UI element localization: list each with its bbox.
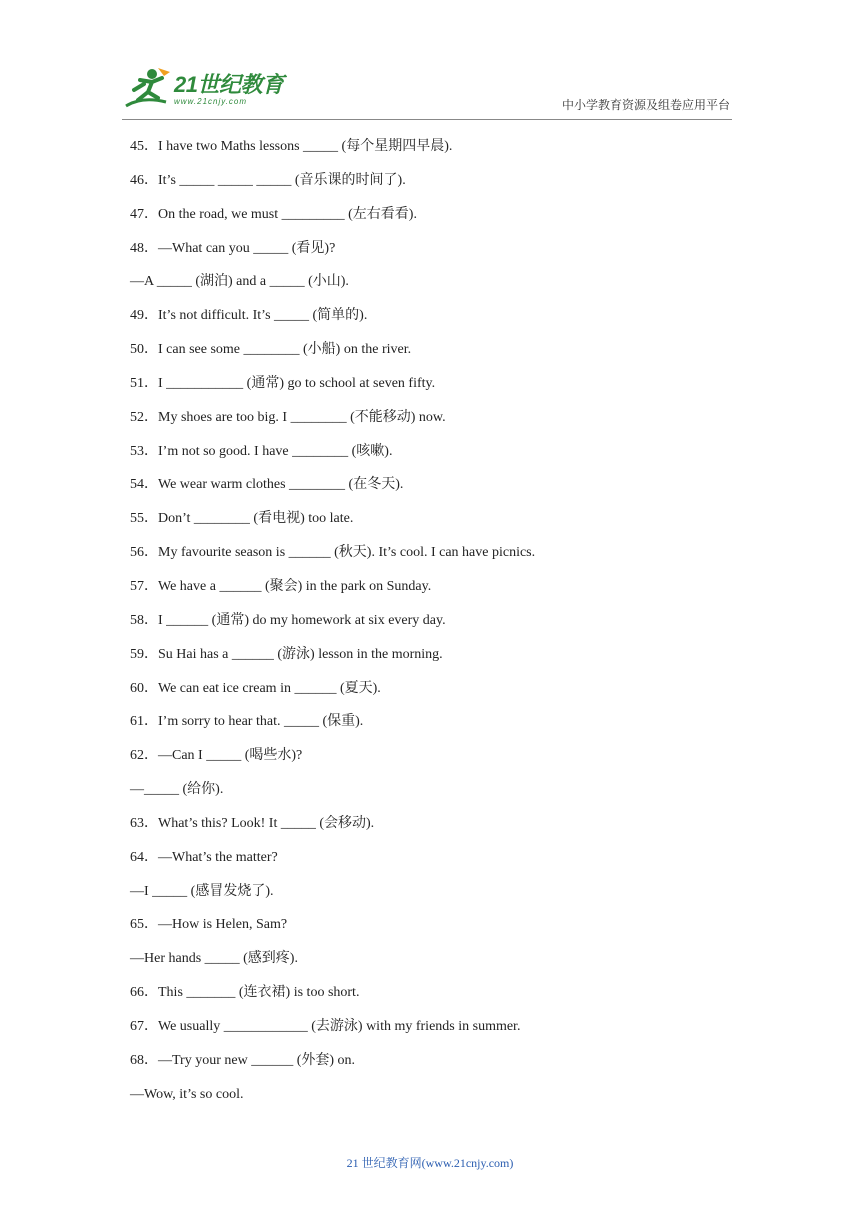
- question-number: 53．: [130, 443, 158, 459]
- question-line: [130, 679, 750, 713]
- question-text: I have two Maths lessons _____ (每个星期四早晨).: [158, 139, 453, 154]
- question-line: [130, 239, 750, 273]
- question-line: [130, 712, 750, 746]
- question-number: 49．: [130, 308, 158, 324]
- question-line: [130, 1017, 750, 1051]
- header-divider: [122, 119, 732, 120]
- question-number: 52．: [130, 409, 158, 425]
- question-line: [130, 543, 750, 577]
- question-line: [130, 475, 750, 509]
- question-line: [130, 983, 750, 1017]
- question-number: 62．: [130, 748, 158, 764]
- question-line: [130, 949, 750, 983]
- question-text: We wear warm clothes ________ (在冬天).: [158, 477, 404, 493]
- question-number: 50．: [130, 342, 158, 358]
- question-line: [130, 746, 750, 780]
- question-text: It’s not difficult. It’s _____ (简单的).: [158, 308, 368, 324]
- question-text: We can eat ice cream in ______ (夏天).: [158, 680, 381, 696]
- question-line: [130, 340, 750, 374]
- question-line: [130, 509, 750, 543]
- question-line: [130, 915, 750, 949]
- question-number: 63．: [130, 815, 158, 831]
- question-line: [130, 272, 750, 306]
- question-text: I’m sorry to hear that. _____ (保重).: [158, 714, 364, 730]
- question-number: 46．: [130, 172, 158, 188]
- question-number: 60．: [130, 680, 158, 696]
- question-text: I ______ (通常) do my homework at six every day.: [158, 612, 446, 628]
- question-line: [130, 848, 750, 882]
- question-number: 67．: [130, 1018, 158, 1034]
- question-list: [130, 137, 750, 1118]
- question-line: [130, 1051, 750, 1085]
- question-text: —Can I _____ (喝些水)?: [158, 748, 303, 764]
- question-text: —How is Helen, Sam?: [158, 917, 288, 933]
- question-text: I’m not so good. I have ________ (咳嗽).: [158, 443, 393, 459]
- question-text: —What’s the matter?: [158, 849, 278, 865]
- question-text: We usually ____________ (去游泳) with my friends in summer.: [158, 1018, 521, 1034]
- question-text: —Try your new ______ (外套) on.: [158, 1052, 356, 1068]
- question-text: —I _____ (感冒发烧了).: [130, 883, 274, 899]
- question-line: [130, 814, 750, 848]
- question-line: [130, 645, 750, 679]
- question-number: 64．: [130, 849, 158, 865]
- question-number: 68．: [130, 1052, 158, 1068]
- question-line: [130, 611, 750, 645]
- question-text: I can see some ________ (小船) on the river.: [158, 342, 412, 358]
- question-number: 55．: [130, 511, 158, 527]
- question-line: [130, 442, 750, 476]
- question-line: [130, 408, 750, 442]
- question-text: —_____ (给你).: [130, 782, 224, 798]
- logo-text: 21世纪教育: [174, 72, 284, 97]
- runner-logo-icon: [122, 66, 174, 112]
- question-number: 58．: [130, 612, 158, 628]
- question-line: [130, 882, 750, 916]
- header-tagline: 中小学教育资源及组卷应用平台: [561, 98, 730, 112]
- question-text: My shoes are too big. I ________ (不能移动) now.: [158, 409, 446, 425]
- logo: [122, 66, 292, 116]
- question-number: 66．: [130, 985, 158, 1001]
- question-text: —What can you _____ (看见)?: [158, 240, 336, 256]
- question-number: 48．: [130, 240, 158, 256]
- question-number: 61．: [130, 714, 158, 730]
- question-text: We have a ______ (聚会) in the park on Sunday.: [158, 578, 432, 594]
- page-header: [0, 0, 860, 130]
- question-text: This _______ (连衣裙) is too short.: [158, 985, 360, 1001]
- question-number: 45．: [130, 139, 158, 154]
- question-number: 54．: [130, 477, 158, 493]
- question-text: —Her hands _____ (感到疼).: [130, 951, 298, 967]
- question-line: [130, 374, 750, 408]
- question-text: What’s this? Look! It _____ (会移动).: [158, 815, 375, 831]
- question-number: 47．: [130, 206, 158, 222]
- question-number: 65．: [130, 917, 158, 933]
- question-number: 56．: [130, 545, 158, 561]
- question-line: [130, 205, 750, 239]
- page-footer: 21 世纪教育网(www.21cnjy.com): [346, 1156, 514, 1170]
- question-number: 51．: [130, 375, 158, 391]
- question-line: [130, 1085, 750, 1119]
- question-text: On the road, we must _________ (左右看看).: [158, 206, 417, 222]
- question-text: My favourite season is ______ (秋天). It’s cool. I can have picnics.: [158, 545, 536, 561]
- question-line: [130, 577, 750, 611]
- question-text: It’s _____ _____ _____ (音乐课的时间了).: [158, 172, 406, 188]
- question-text: I ___________ (通常) go to school at seven fifty.: [158, 375, 436, 391]
- question-number: 59．: [130, 646, 158, 662]
- question-line: [130, 137, 750, 171]
- question-text: Su Hai has a ______ (游泳) lesson in the morning.: [158, 646, 443, 662]
- question-line: [130, 306, 750, 340]
- question-line: [130, 780, 750, 814]
- question-text: —Wow, it’s so cool.: [130, 1086, 244, 1102]
- question-number: 57．: [130, 578, 158, 594]
- logo-url: www.21cnjy.com: [174, 97, 247, 106]
- question-line: [130, 171, 750, 205]
- question-text: —A _____ (湖泊) and a _____ (小山).: [130, 274, 349, 290]
- question-text: Don’t ________ (看电视) too late.: [158, 511, 354, 527]
